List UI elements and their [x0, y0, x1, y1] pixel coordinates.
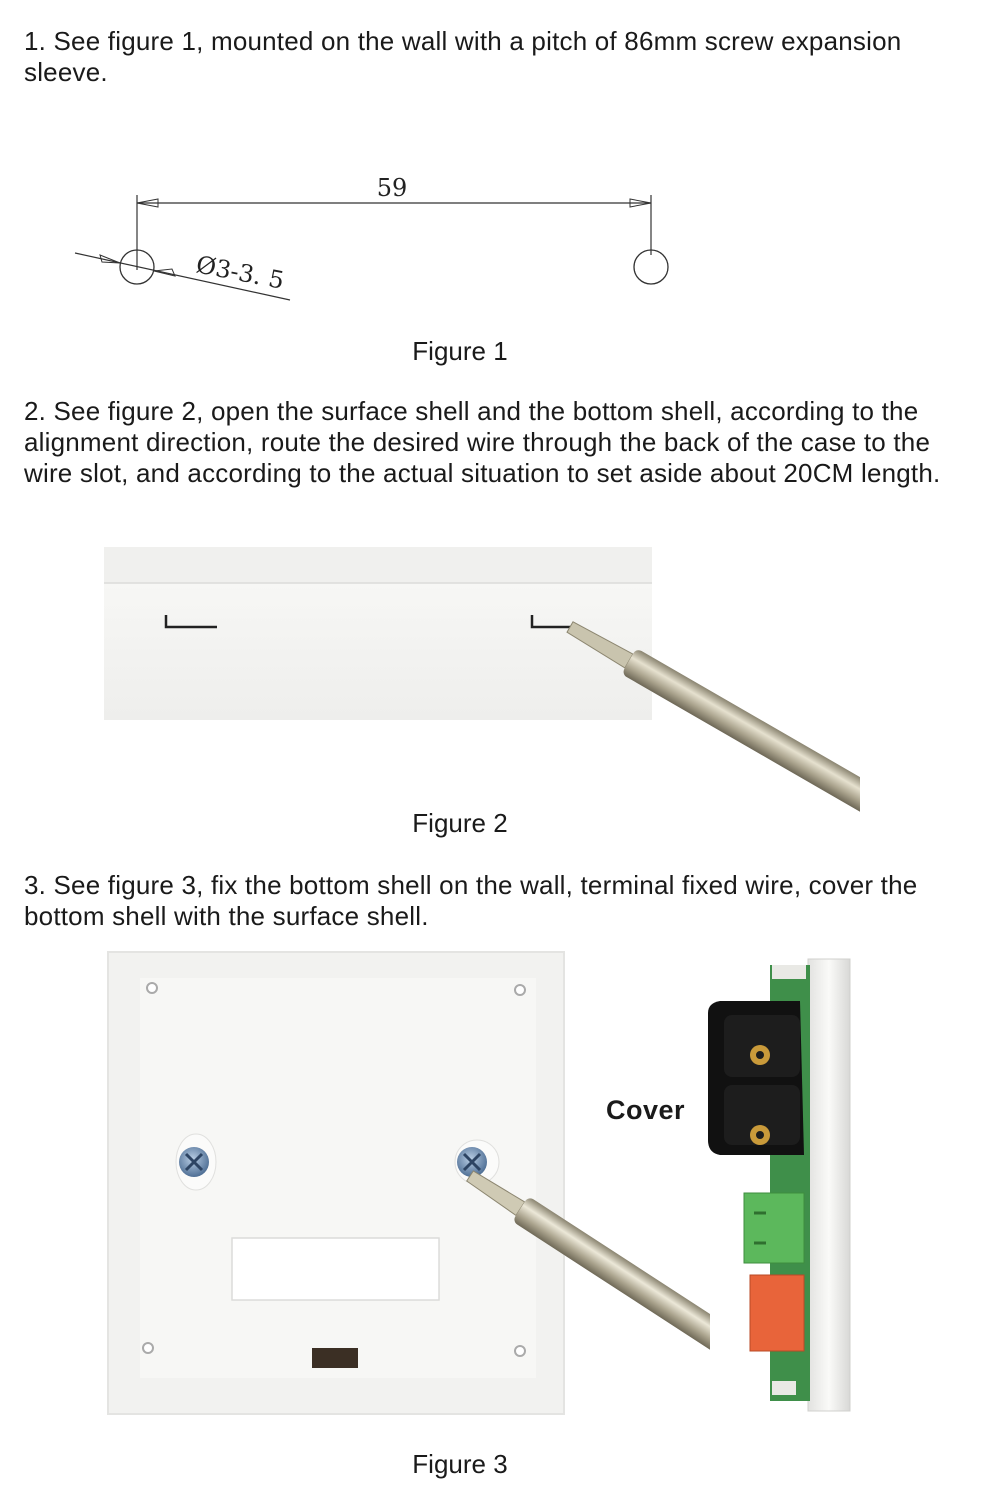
figure1-drawing [60, 160, 700, 310]
hole-diameter-label: Ø3-3. 5 [193, 250, 287, 295]
figure3-bottom-shell-image [100, 948, 710, 1418]
orange-terminal [750, 1275, 804, 1351]
cover-label: Cover [606, 1095, 686, 1125]
dimension-label: 59 [376, 174, 408, 202]
surface-shell-side [808, 959, 850, 1411]
figure2-caption: Figure 2 [412, 808, 508, 838]
figure1-caption: Figure 1 [412, 336, 508, 366]
corner-hole-icon [515, 985, 525, 995]
case-body [104, 583, 652, 720]
step1-text: 1. See figure 1, mounted on the wall with a pitch of 86mm screw expansion sleeve. [24, 26, 902, 87]
figure2-image [100, 545, 860, 845]
corner-hole-icon [147, 983, 157, 993]
hole-right-icon [634, 250, 668, 284]
figure3-side-view-image [700, 955, 860, 1415]
figure3-caption: Figure 3 [412, 1449, 508, 1479]
green-terminal [744, 1193, 804, 1263]
step2-text: 2. See figure 2, open the surface shell and the bottom shell, according to the alignment direction, route the desired wire through the back of the case to the wire slot, and according to the actual situation to set aside about 20CM length. [24, 396, 941, 488]
corner-hole-icon [143, 1343, 153, 1353]
corner-hole-icon [515, 1346, 525, 1356]
step3-text: 3. See figure 3, fix the bottom shell on the wall, terminal fixed wire, cover the bottom shell with the surface shell. [24, 870, 918, 931]
case-top-edge [104, 547, 652, 583]
wire-opening [232, 1238, 439, 1300]
bottom-slot-icon [312, 1348, 358, 1368]
